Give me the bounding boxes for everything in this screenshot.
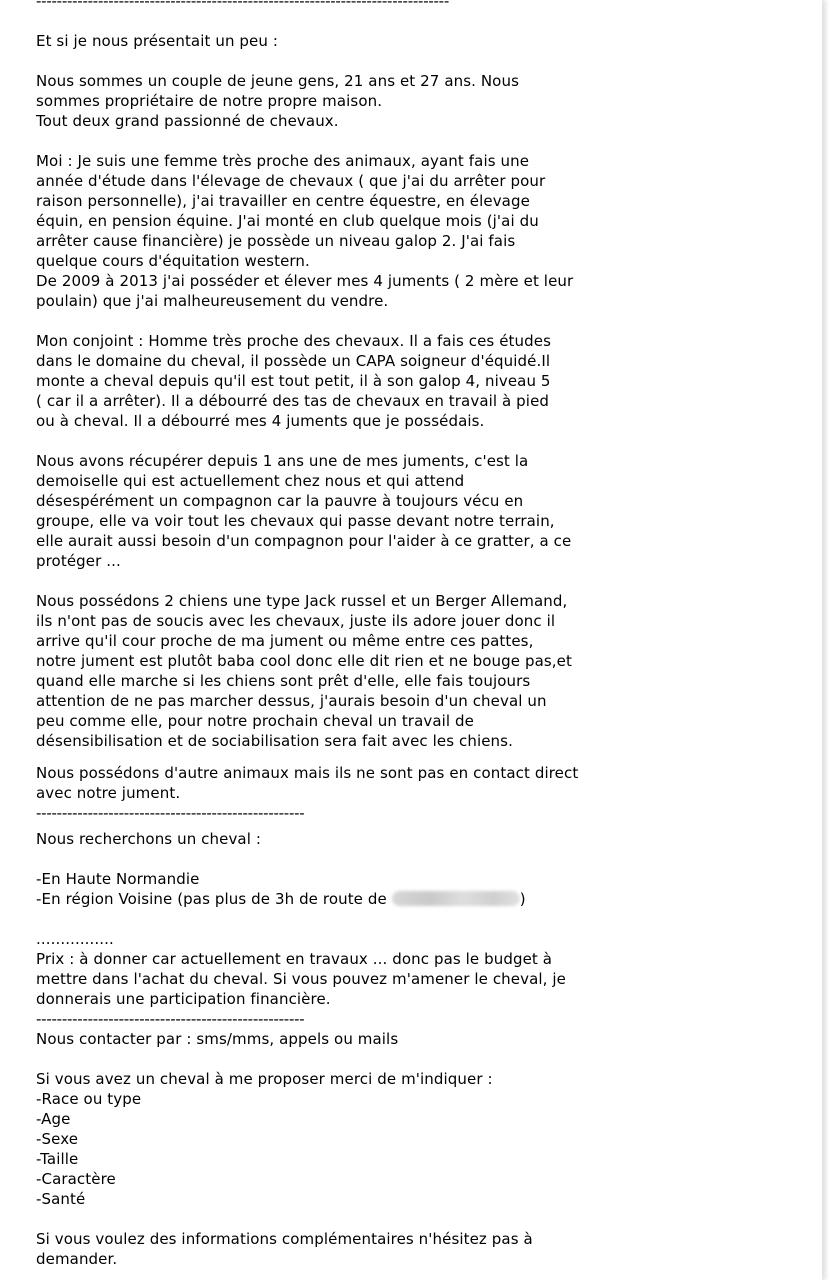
document-body — [36, 0, 636, 1269]
separator-top: -------------------------------------------------------------------------------- — [36, 0, 450, 10]
separator-2: ---------------------------------------------------- — [36, 1010, 305, 1028]
paragraph-chiens: Nous possédons 2 chiens une type Jack russel et un Berger Allemand, ils n'ont pas de soucis avec les chevaux, juste ils adore jouer donc il arrive qu'il cour proche de ma jument ou même entre ces pattes, notre jument est plutôt baba cool donc elle dit rien et ne bouge pas,et quand elle marche si les chiens sont prêt d'elle, elle fais toujours attention de ne pas marcher dessus, j'aurais besoin d'un cheval un peu comme elle, pour notre prochain cheval un travail de désensibilisation et de sociabilisation sera fait avec les chiens. — [36, 592, 572, 750]
intro-heading: Et si je nous présentait un peu : — [36, 32, 279, 50]
paragraph-prix: Prix : à donner car actuellement en travaux ... donc pas le budget à mettre dans l'achat du cheval. Si vous pouvez m'amener le cheval, je donnerais une participation financière. — [36, 950, 566, 1008]
region-1: -En Haute Normandie — [36, 870, 200, 888]
region-2: -En région Voisine (pas plus de 3h de route de ) — [36, 890, 526, 908]
separator-1: ---------------------------------------------------- — [36, 804, 305, 822]
criteria-list — [36, 1089, 636, 1209]
contact-line: Nous contacter par : sms/mms, appels ou mails — [36, 1030, 399, 1048]
search-heading: Nous recherchons un cheval : — [36, 830, 262, 848]
list-item: -Sexe — [36, 1130, 79, 1148]
paragraph-conjoint: Mon conjoint : Homme très proche des chevaux. Il a fais ces études dans le domaine du cheval, il possède un CAPA soigneur d'équidé.Il monte a cheval depuis qu'il est tout petit, il à son galop 4, niveau 5 ( car il a arrêter). Il a débourré des tas de chevaux en travail à pied ou à cheval. Il a débourré mes 4 juments que je possédais. — [36, 332, 551, 430]
redacted-location — [392, 891, 520, 906]
paragraph-jument: Nous avons récupérer depuis 1 ans une de mes juments, c'est la demoiselle qui est actuellement chez nous et qui attend désespérément un compagnon car la pauvre à toujours vécu en groupe, elle va voir tout les chevaux qui passe devant notre terrain, elle aurait aussi besoin d'un compagnon pour l'aider à ce gratter, a ce protéger ... — [36, 452, 572, 570]
list-item: -Age — [36, 1110, 71, 1128]
propose-heading: Si vous avez un cheval à me proposer merci de m'indiquer : — [36, 1070, 493, 1088]
paragraph-closing: Si vous voulez des informations complémentaires n'hésitez pas à demander. — [36, 1230, 533, 1268]
paragraph-autres: Nous possédons d'autre animaux mais ils ne sont pas en contact direct avec notre jument. — [36, 764, 579, 802]
dots-line: ................ — [36, 930, 114, 948]
list-item: -Taille — [36, 1150, 79, 1168]
paragraph-couple: Nous sommes un couple de jeune gens, 21 ans et 27 ans. Nous sommes propriétaire de notre propre maison. Tout deux grand passionné de chevaux. — [36, 72, 519, 130]
list-item: -Santé — [36, 1190, 86, 1208]
paragraph-moi: Moi : Je suis une femme très proche des animaux, ayant fais une année d'étude dans l'élevage de chevaux ( que j'ai du arrêter pour raison personnelle), j'ai travailler en centre équestre, en élevage équin, en pension équine. J'ai monté en club quelque mois (j'ai du arrêter cause financière) je possède un niveau galop 2. J'ai fais quelque cours d'équitation western. De 2009 à 2013 j'ai posséder et élever mes 4 juments ( 2 mère et leur poulain) que j'ai malheureusement du vendre. — [36, 152, 574, 310]
list-item: -Race ou type — [36, 1090, 142, 1108]
list-item: -Caractère — [36, 1170, 116, 1188]
